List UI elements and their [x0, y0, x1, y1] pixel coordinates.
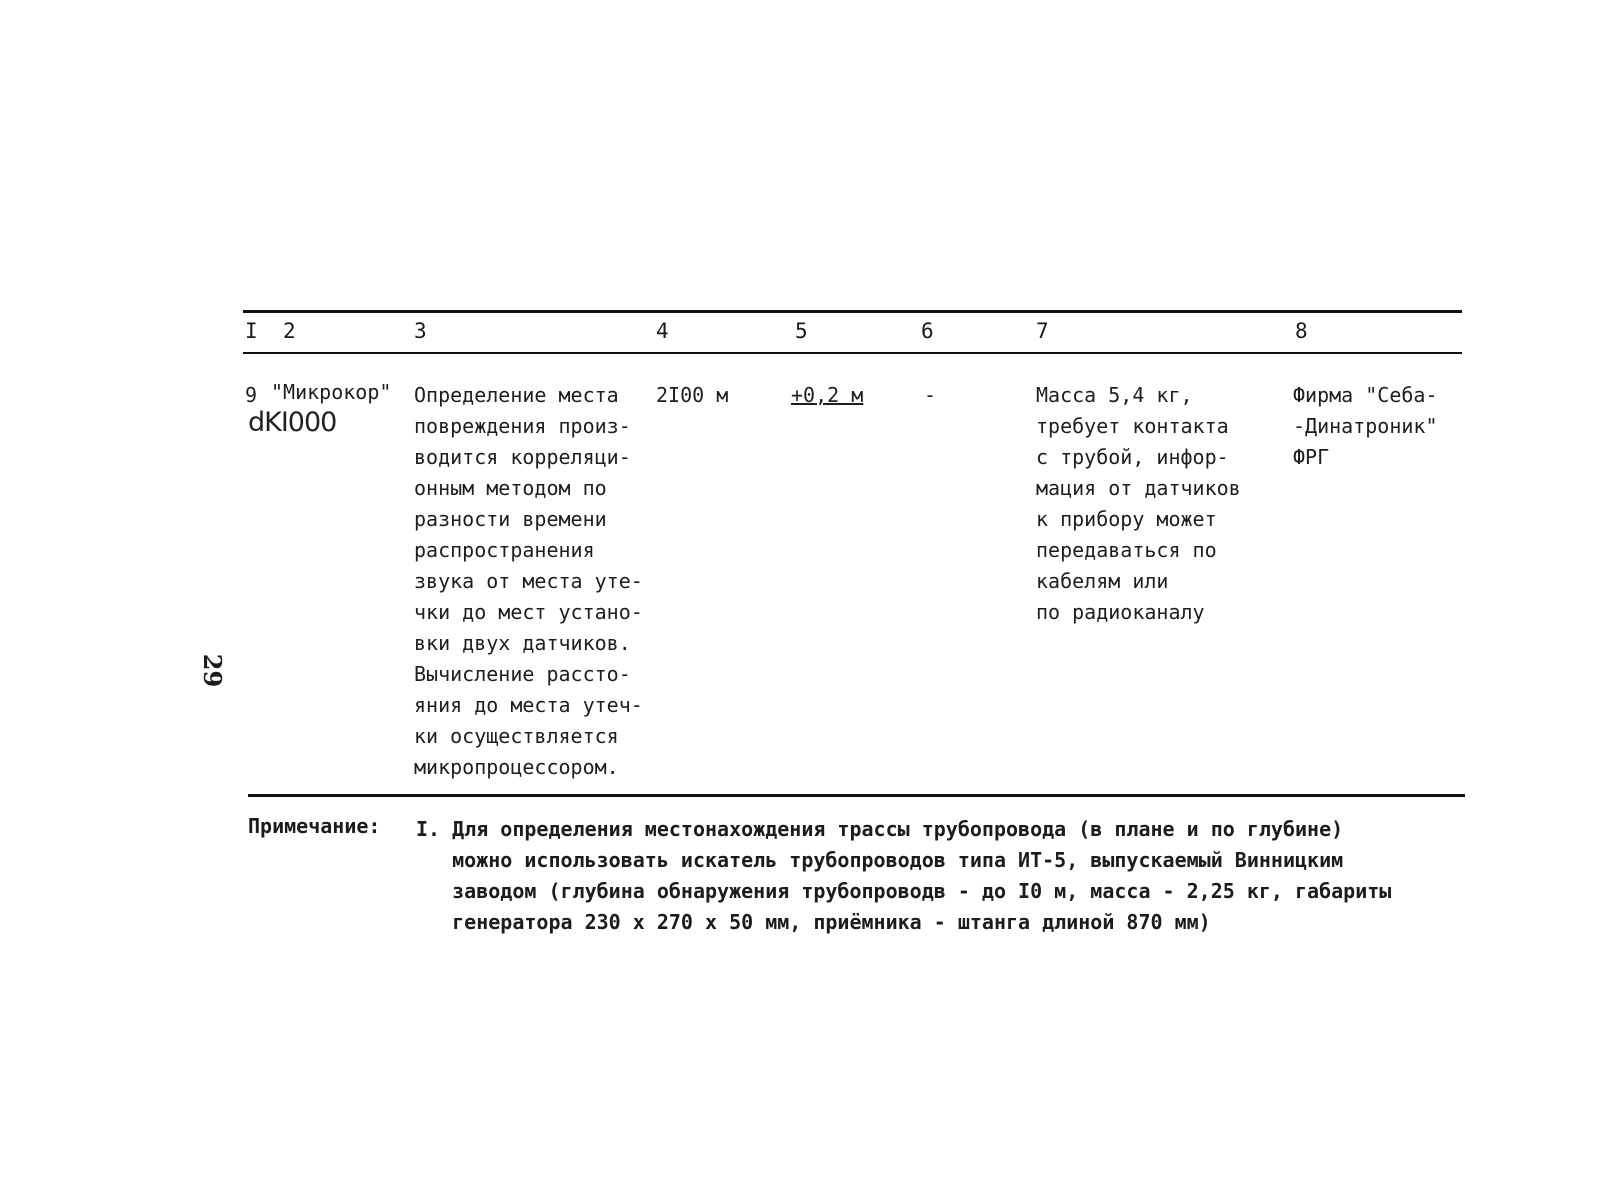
features-cell: Масса 5,4 кг, требует контакта с трубой, инфор- мация от датчиков к прибору может передаваться по кабелям или по радиоканалу	[1036, 383, 1241, 624]
range-cell: 2I00 м	[656, 383, 729, 407]
header-col-5: 5	[795, 319, 808, 343]
header-col-2: 2	[283, 319, 296, 343]
row-number: 9	[245, 383, 258, 407]
header-col-3: 3	[414, 319, 427, 343]
header-col-8: 8	[1295, 319, 1308, 343]
note-label: Примечание:	[248, 814, 381, 838]
device-name: "Микрокор"	[271, 380, 392, 404]
device-model-handwritten: dKI000	[248, 407, 337, 438]
table-header-rule	[243, 352, 1462, 354]
manufacturer-cell: Фирма "Себа- -Динатроник" ФРГ	[1293, 383, 1438, 469]
col6-cell: -	[924, 383, 937, 407]
header-col-1: I	[245, 319, 258, 343]
table-top-rule	[243, 310, 1462, 313]
accuracy-cell: +0,2 м	[791, 383, 864, 407]
header-col-4: 4	[656, 319, 669, 343]
purpose-cell: Определение места повреждения произ- водится корреляци- онным методом по разности времени распространения звука от места уте- чки до мест устано- вки двух датчиков. Вычисление рассто- яния до места утеч- ки осуществляется микропроцессором.	[414, 383, 643, 779]
header-col-6: 6	[921, 319, 934, 343]
page-number: 29	[198, 653, 228, 688]
table-bottom-rule	[248, 794, 1465, 797]
header-col-7: 7	[1036, 319, 1049, 343]
note-text: I. Для определения местонахождения трассы трубопровода (в плане и по глубине) можно использовать искатель трубопроводов типа ИТ-5, выпускаемый Винницким заводом (глубина обнаружения трубопроводв - до I0 м, масса - 2,25 кг, габариты генератора 230 x 270 x 50 мм, приёмника - штанга длиной 870 мм)	[416, 817, 1392, 934]
